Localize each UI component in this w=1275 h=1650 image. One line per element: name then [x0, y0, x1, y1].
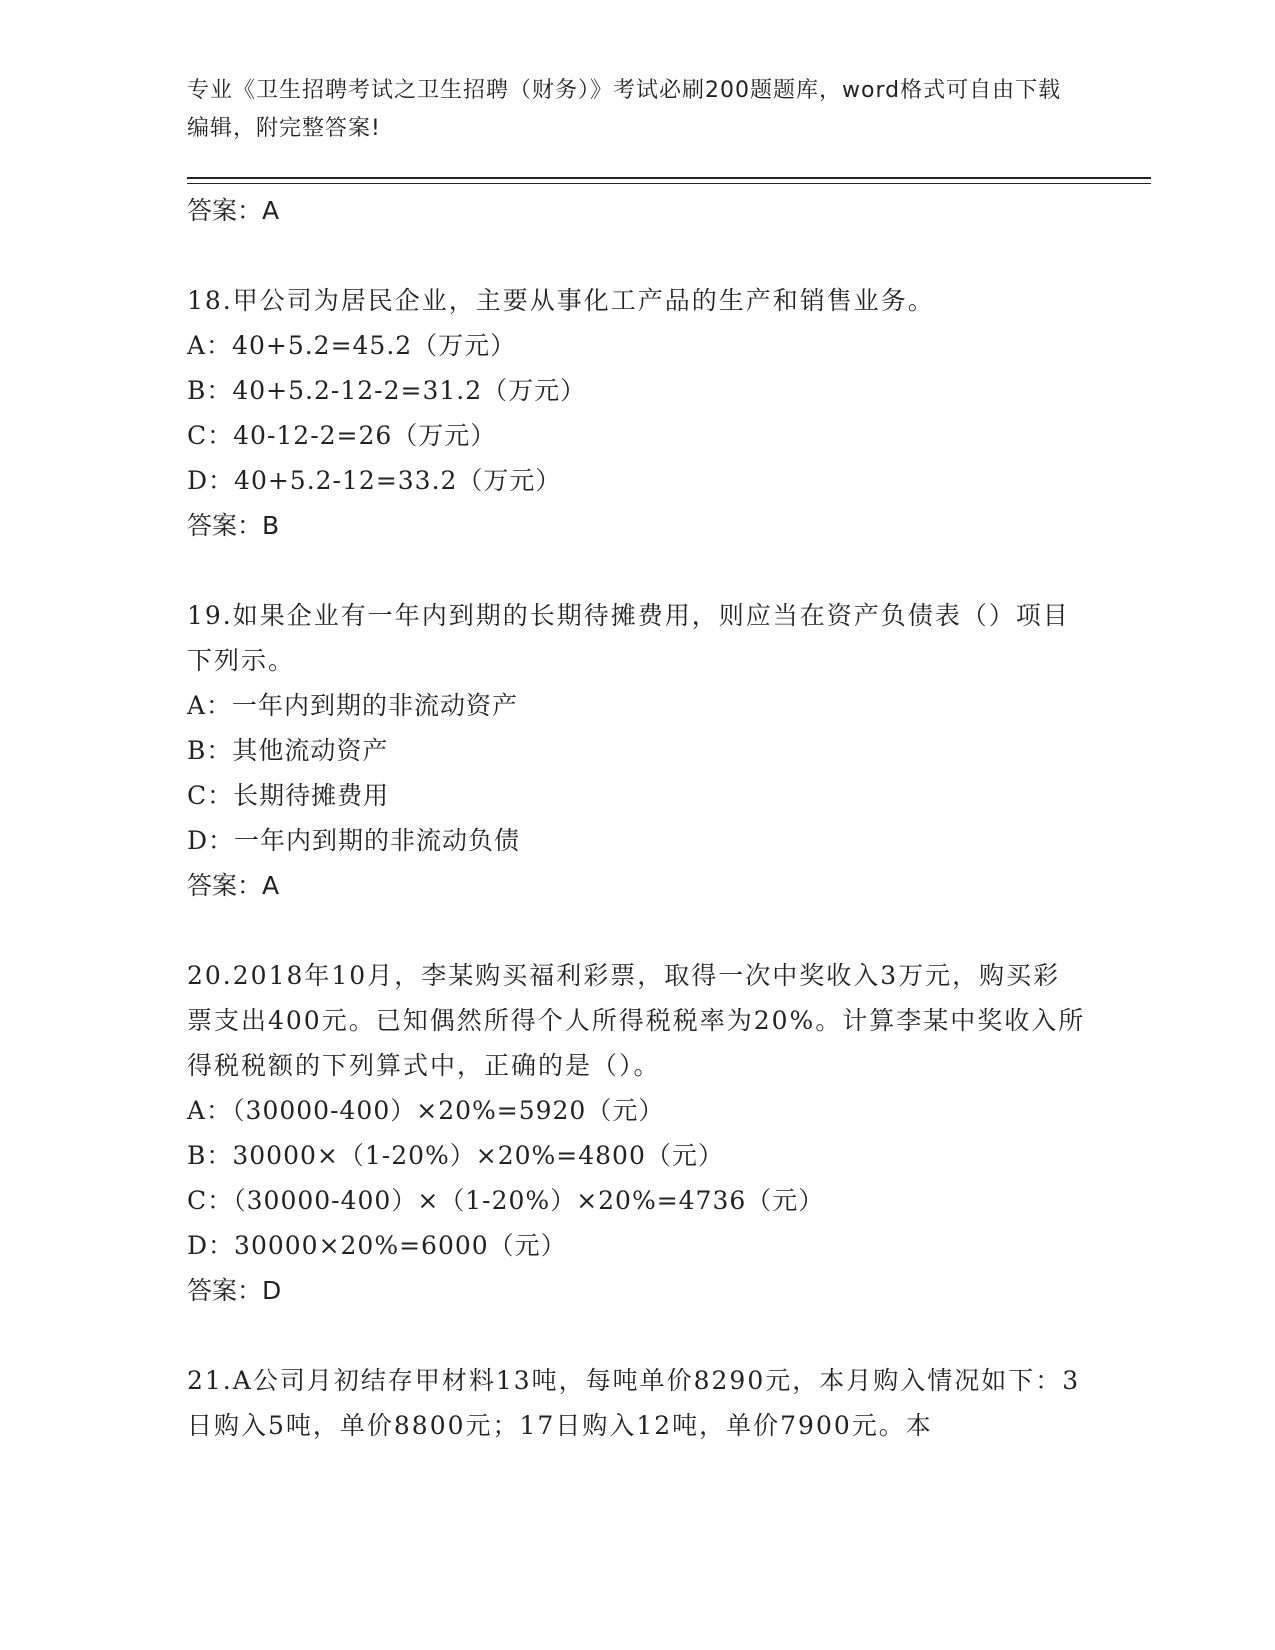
option-b: B：40+5.2-12-2=31.2（万元）	[187, 376, 587, 405]
option-d: D：一年内到期的非流动负债	[187, 826, 521, 855]
header-rule-thin	[187, 183, 1151, 184]
header-rule-thick	[187, 177, 1151, 179]
question-answer: 答案：A	[187, 871, 280, 900]
option-c: C：40-12-2=26（万元）	[187, 421, 497, 450]
previous-answer: 答案：A	[187, 196, 280, 225]
option-a: A：40+5.2=45.2（万元）	[187, 331, 517, 360]
question-stem: 20.2018年10月，李某购买福利彩票，取得一次中奖收入3万元，购买彩票支出400元。已知偶然所得个人所得税税率为20%。计算李某中奖收入所得税税额的下列算式中，正确的是（）。	[187, 961, 1086, 1080]
question-answer: 答案：B	[187, 511, 280, 540]
question-19	[187, 593, 1087, 909]
question-stem: 18.甲公司为居民企业，主要从事化工产品的生产和销售业务。	[187, 286, 935, 315]
option-a: A：（30000-400）×20%=5920（元）	[187, 1096, 665, 1125]
option-d: D：40+5.2-12=33.2（万元）	[187, 466, 562, 495]
document-body	[187, 188, 1087, 1448]
option-b: B：其他流动资产	[187, 736, 389, 765]
question-answer: 答案：D	[187, 1276, 282, 1305]
option-a: A：一年内到期的非流动资产	[187, 691, 519, 720]
question-21	[187, 1358, 1087, 1448]
question-stem: 19.如果企业有一年内到期的长期待摊费用，则应当在资产负债表（）项目下列示。	[187, 601, 1070, 675]
option-c: C：（30000-400）×（1-20%）×20%=4736（元）	[187, 1186, 825, 1215]
question-20	[187, 953, 1087, 1314]
question-stem: 21.A公司月初结存甲材料13吨，每吨单价8290元，本月购入情况如下：3日购入5吨，单价8800元；17日购入12吨，单价7900元。本	[187, 1366, 1081, 1440]
option-b: B：30000×（1-20%）×20%=4800（元）	[187, 1141, 724, 1170]
option-c: C：长期待摊费用	[187, 781, 390, 810]
page-header: 专业《卫生招聘考试之卫生招聘（财务）》考试必刷200题题库，word格式可自由下载编辑，附完整答案!	[187, 78, 1062, 141]
option-d: D：30000×20%=6000（元）	[187, 1231, 567, 1260]
question-18	[187, 278, 1087, 549]
